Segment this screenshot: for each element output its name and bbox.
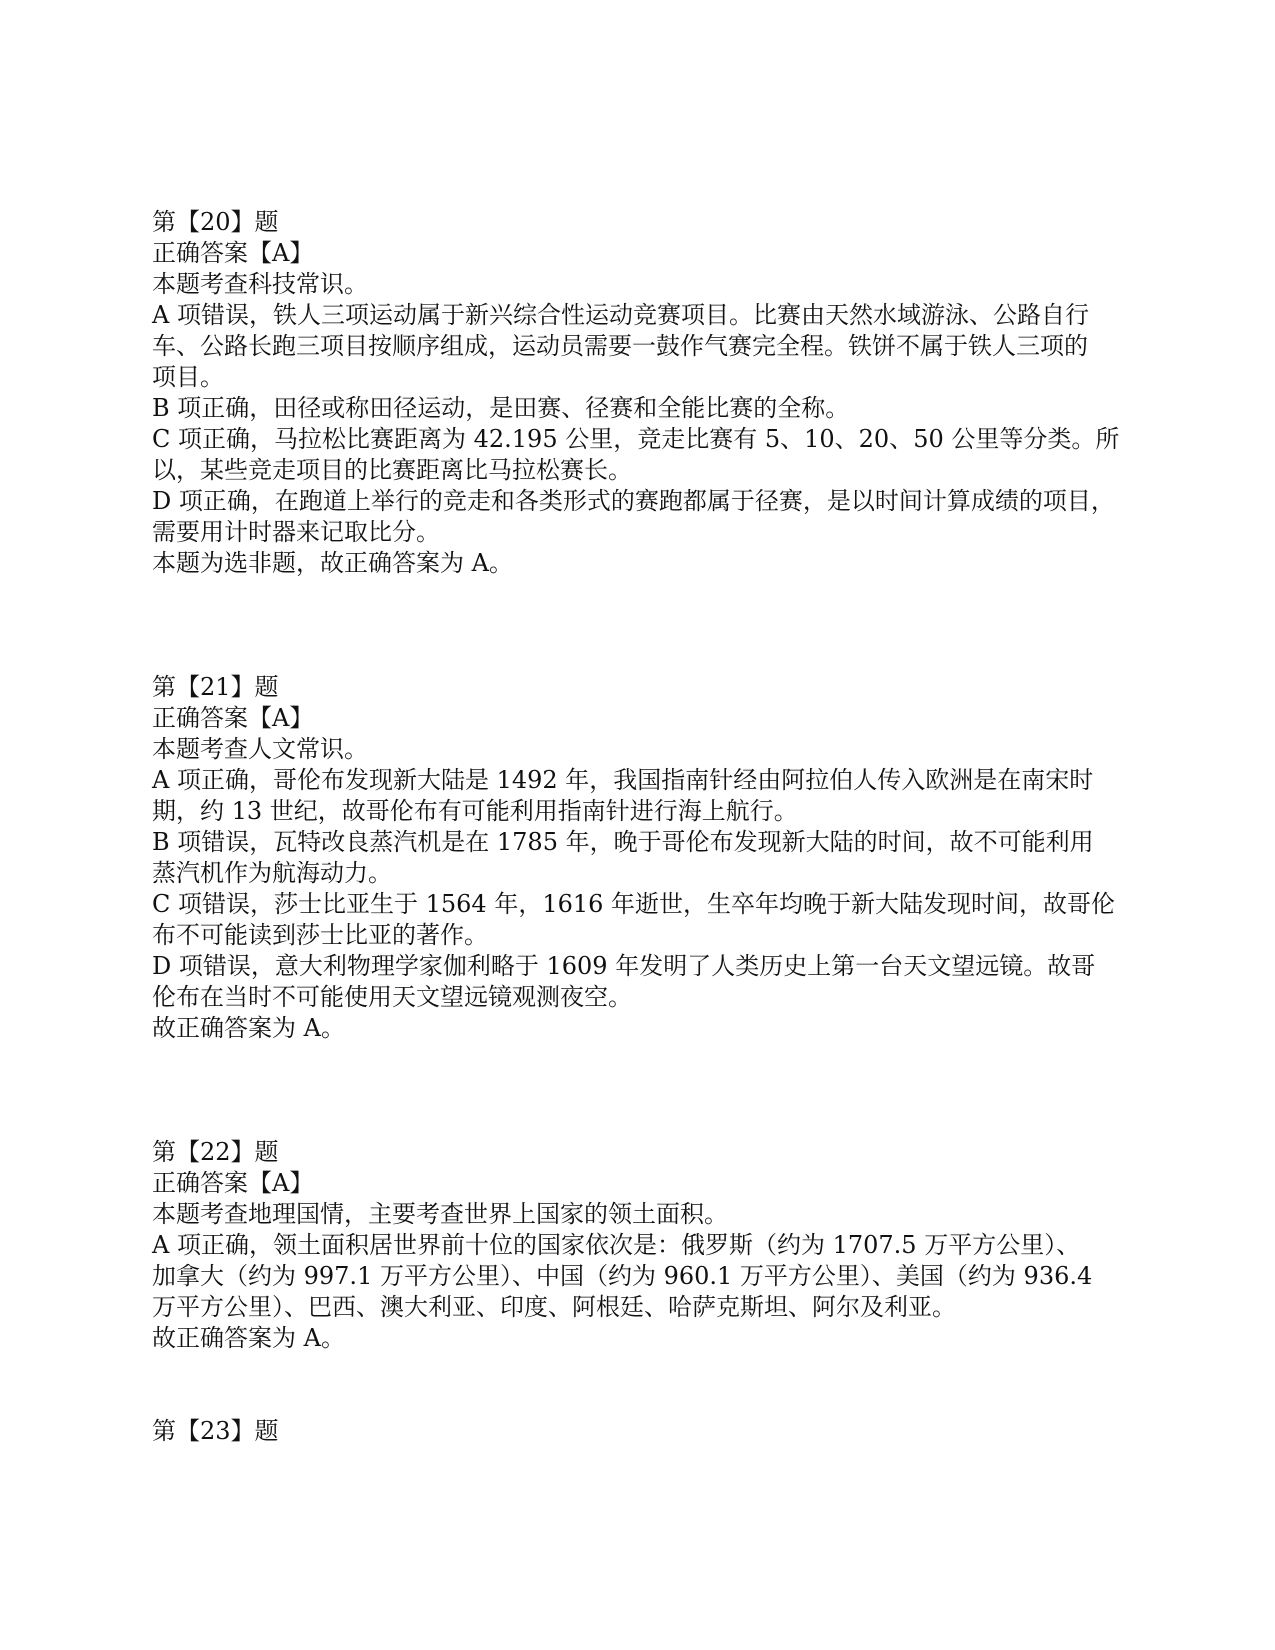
spacer [152, 1044, 1132, 1137]
question-20 [152, 207, 1132, 579]
explanation-line: 车、公路长跑三项目按顺序组成，运动员需要一鼓作气赛完全程。铁饼不属于铁人三项的 [152, 332, 1088, 360]
explanation-line: 伦布在当时不可能使用天文望远镜观测夜空。 [152, 983, 632, 1011]
question-23 [152, 1416, 1132, 1447]
explanation-line: 本题为选非题，故正确答案为 A。 [152, 549, 513, 577]
question-title: 第【21】题 [152, 673, 279, 701]
explanation-line: 故正确答案为 A。 [152, 1014, 345, 1042]
explanation-line: B 项正确，田径或称田径运动，是田赛、径赛和全能比赛的全称。 [152, 394, 850, 422]
explanation-line: 期，约 13 世纪，故哥伦布有可能利用指南针进行海上航行。 [152, 797, 798, 825]
explanation-line: A 项正确，领土面积居世界前十位的国家依次是：俄罗斯（约为 1707.5 万平方公里）、 [152, 1231, 1081, 1259]
explanation-line: B 项错误，瓦特改良蒸汽机是在 1785 年，晚于哥伦布发现新大陆的时间，故不可能利用 [152, 828, 1094, 856]
correct-answer: 正确答案【A】 [152, 1169, 314, 1197]
explanation-line: D 项错误，意大利物理学家伽利略于 1609 年发明了人类历史上第一台天文望远镜。故哥 [152, 952, 1096, 980]
spacer [152, 1354, 1132, 1416]
explanation-line: 本题考查科技常识。 [152, 270, 368, 298]
explanation-line: 蒸汽机作为航海动力。 [152, 859, 392, 887]
explanation-line: D 项正确，在跑道上举行的竞走和各类形式的赛跑都属于径赛，是以时间计算成绩的项目， [152, 487, 1115, 515]
explanation-line: 加拿大（约为 997.1 万平方公里）、中国（约为 960.1 万平方公里）、美国（约为 936.4 [152, 1262, 1093, 1290]
question-22 [152, 1137, 1132, 1354]
question-title: 第【23】题 [152, 1417, 279, 1445]
question-title: 第【22】题 [152, 1138, 279, 1166]
explanation-line: 本题考查地理国情，主要考查世界上国家的领土面积。 [152, 1200, 728, 1228]
correct-answer: 正确答案【A】 [152, 239, 314, 267]
explanation-line: A 项正确，哥伦布发现新大陆是 1492 年，我国指南针经由阿拉伯人传入欧洲是在南宋时 [152, 766, 1094, 794]
explanation-line: 布不可能读到莎士比亚的著作。 [152, 921, 488, 949]
explanation-line: C 项错误，莎士比亚生于 1564 年，1616 年逝世，生卒年均晚于新大陆发现时间，故哥伦 [152, 890, 1116, 918]
document-page [152, 207, 1132, 1447]
explanation-line: 项目。 [152, 363, 224, 391]
explanation-line: 需要用计时器来记取比分。 [152, 518, 440, 546]
explanation-line: 故正确答案为 A。 [152, 1324, 345, 1352]
spacer [152, 579, 1132, 672]
question-21 [152, 672, 1132, 1044]
explanation-line: A 项错误，铁人三项运动属于新兴综合性运动竞赛项目。比赛由天然水域游泳、公路自行 [152, 301, 1089, 329]
explanation-line: C 项正确，马拉松比赛距离为 42.195 公里，竞走比赛有 5、10、20、50 公里等分类。所 [152, 425, 1120, 453]
correct-answer: 正确答案【A】 [152, 704, 314, 732]
explanation-line: 万平方公里）、巴西、澳大利亚、印度、阿根廷、哈萨克斯坦、阿尔及利亚。 [152, 1293, 956, 1321]
explanation-line: 以，某些竞走项目的比赛距离比马拉松赛长。 [152, 456, 632, 484]
question-title: 第【20】题 [152, 208, 279, 236]
explanation-line: 本题考查人文常识。 [152, 735, 368, 763]
